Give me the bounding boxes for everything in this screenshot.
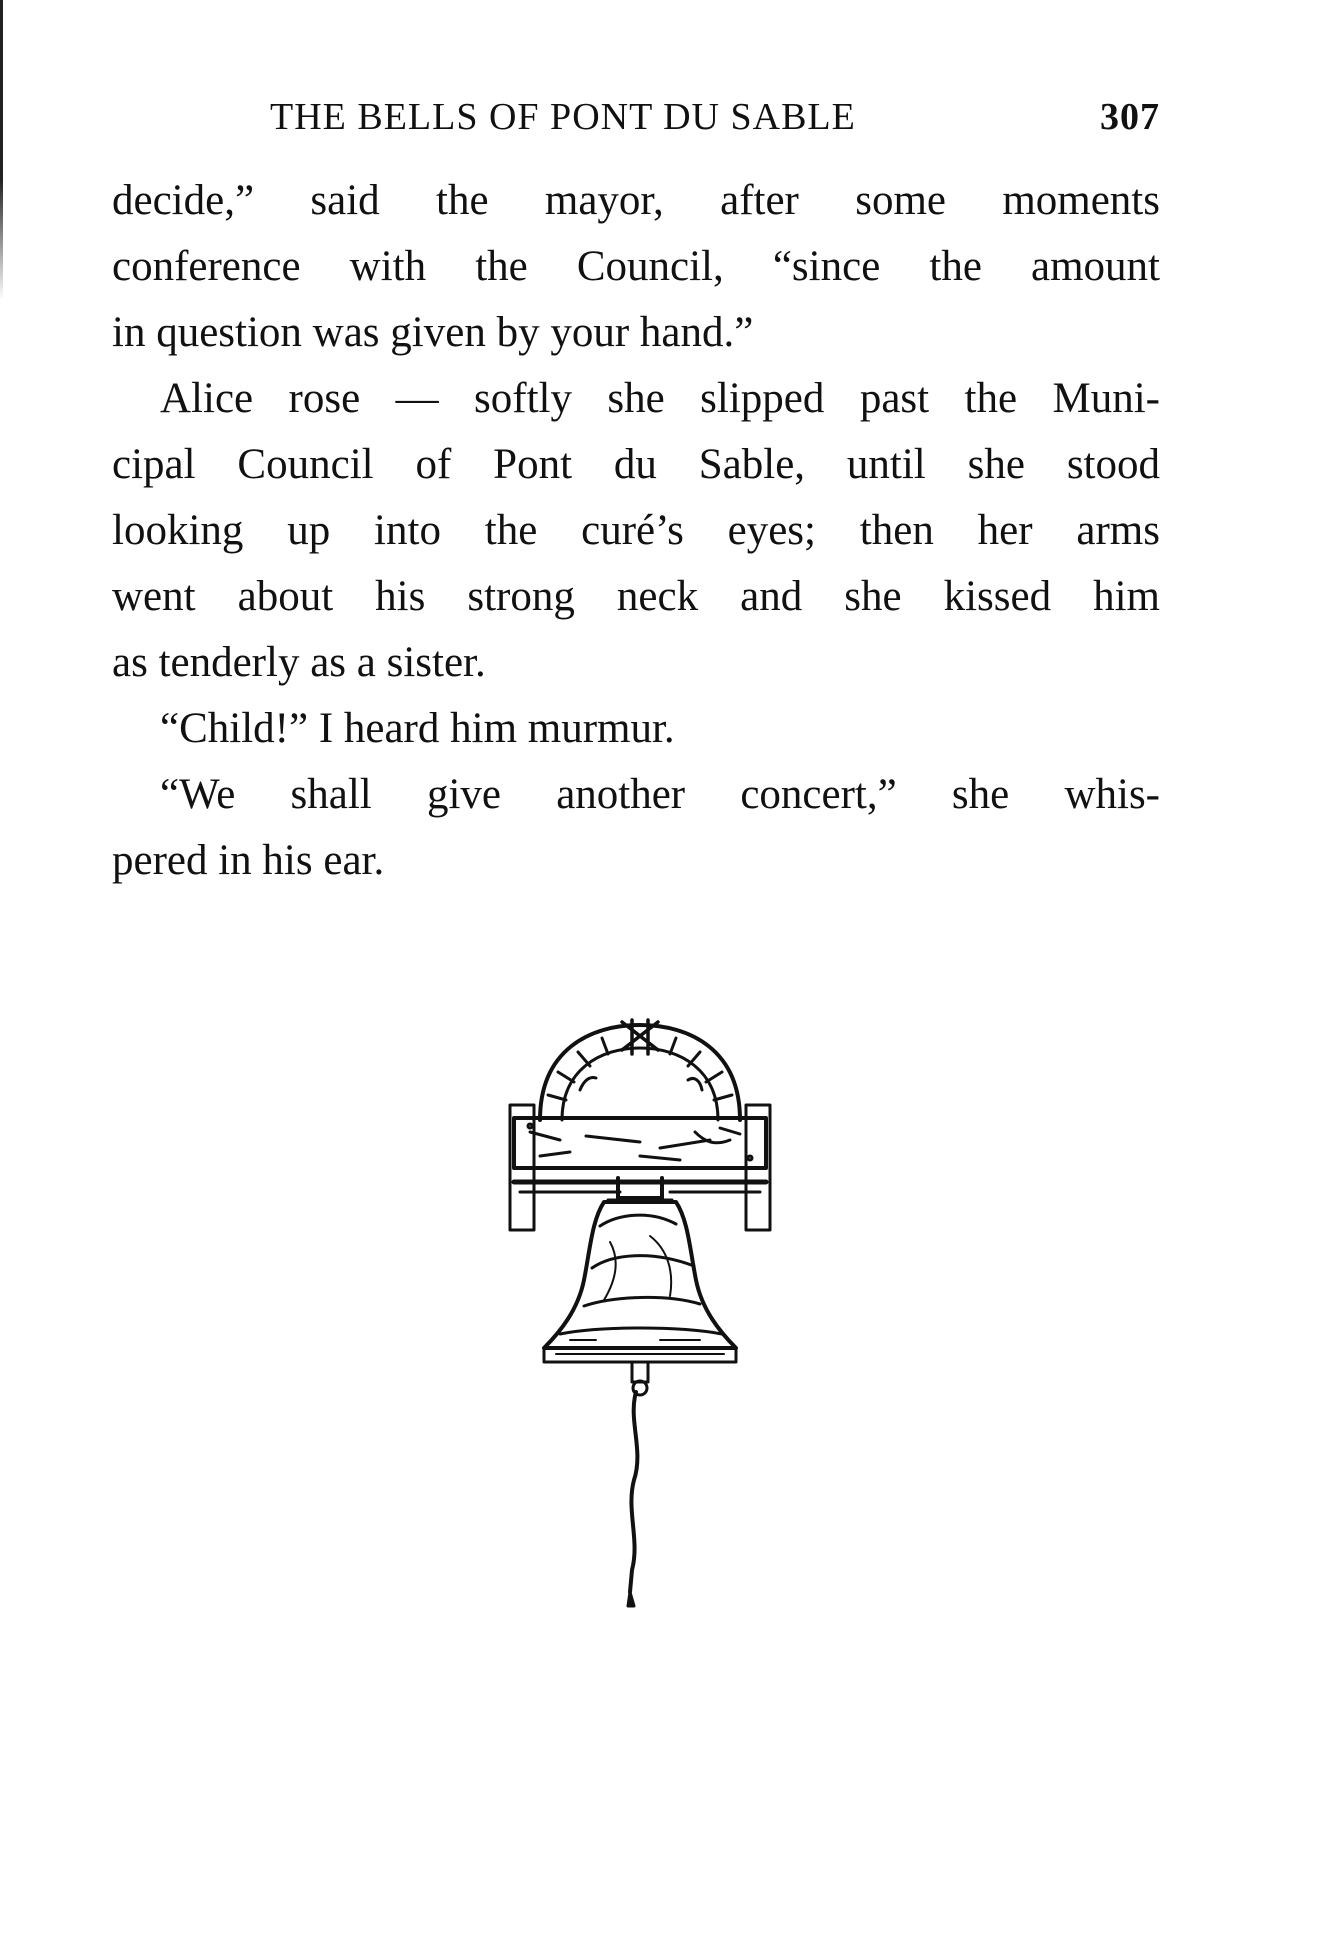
bell-rope: [630, 1392, 637, 1592]
bell-yoke: [540, 1025, 740, 1120]
text-line: looking up into the curé’s eyes; then her arms: [112, 507, 1160, 554]
page-edge-mark: [0, 0, 3, 300]
text-line: pered in his ear.: [112, 837, 385, 884]
text-line: “Child!” I heard him murmur.: [160, 705, 675, 752]
paragraph: [112, 696, 1160, 762]
text-line: went about his strong neck and she kissed him: [112, 573, 1160, 620]
bell-body: [544, 1202, 736, 1348]
page-number: 307: [1100, 96, 1160, 138]
body-text: [112, 168, 1160, 894]
text-line: as tenderly as a sister.: [112, 639, 486, 686]
text-line: in question was given by your hand.”: [112, 309, 754, 356]
text-line: Alice rose — softly she slipped past the Muni-: [160, 375, 1160, 422]
paragraph: [112, 762, 1160, 894]
text-line: “We shall give another concert,” she whis-: [160, 771, 1160, 818]
paragraph: [112, 366, 1160, 696]
text-line: cipal Council of Pont du Sable, until she stood: [112, 441, 1160, 488]
text-line: conference with the Council, “since the amount: [112, 243, 1160, 290]
running-head: [112, 95, 1160, 145]
running-title: THE BELLS OF PONT DU SABLE: [270, 96, 856, 138]
paragraph: [112, 168, 1160, 366]
text-line: decide,” said the mayor, after some moments: [112, 177, 1160, 224]
hanging-bell-icon: [500, 1010, 780, 1610]
